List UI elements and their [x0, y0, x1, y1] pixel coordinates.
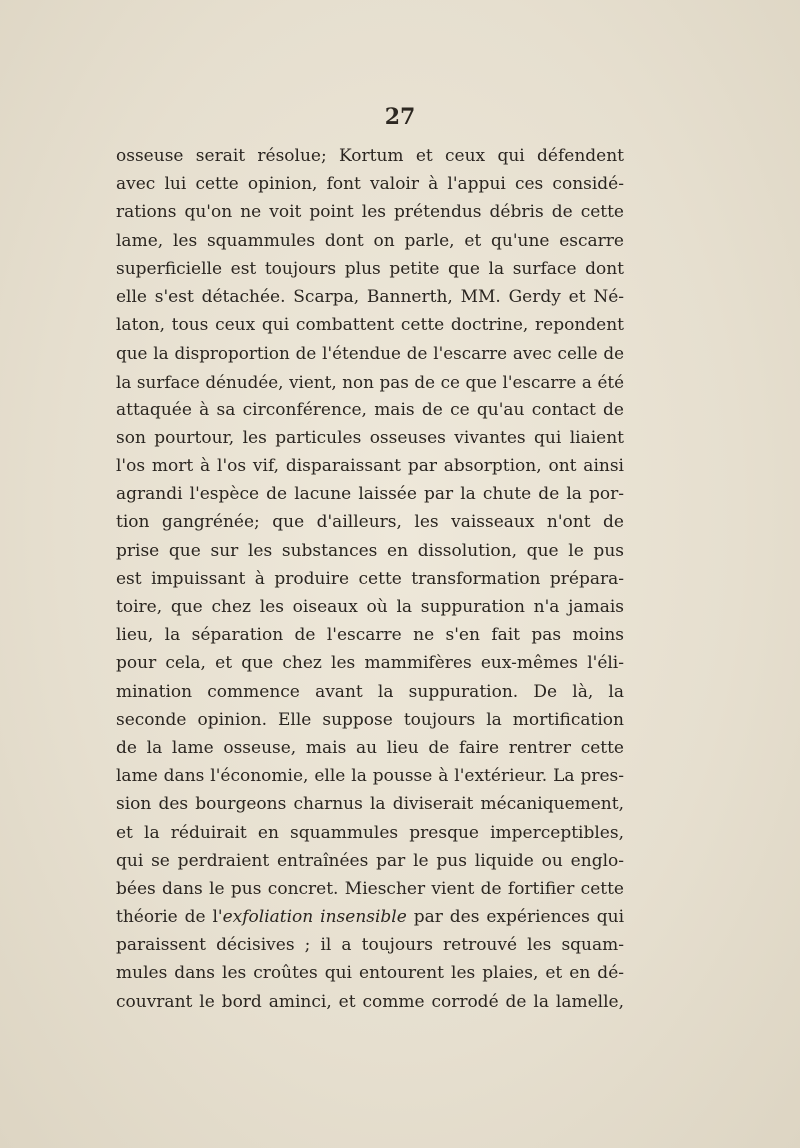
text-line: bées dans le pus concret. Miescher vient de fortifier cette	[116, 878, 624, 899]
text-line: sion des bourgeons charnus la diviserait mécaniquement,	[116, 794, 624, 815]
text-line-with-italic	[116, 903, 624, 931]
italic-term: exfoliation insensible	[222, 907, 407, 928]
text-line: prise que sur les substances en dissolution, que le pus	[116, 540, 624, 561]
text-line: attaquée à sa circonférence, mais de ce qu'au contact de	[116, 399, 624, 420]
text-line: que la disproportion de l'étendue de l'escarre avec celle de	[116, 343, 624, 364]
text-line: de la lame osseuse, mais au lieu de faire rentrer cette	[116, 737, 624, 758]
text-segment: théorie de l'	[116, 907, 223, 928]
text-line: mules dans les croûtes qui entourent les plaies, et en dé-	[116, 963, 624, 984]
text-line: laton, tous ceux qui combattent cette doctrine, repondent	[116, 315, 624, 336]
text-line: lame, les squammules dont on parle, et qu'une escarre	[116, 230, 624, 251]
text-line: couvrant le bord aminci, et comme corrodé de la lamelle,	[116, 991, 624, 1012]
page-number: 27	[384, 104, 416, 130]
text-line: et la réduirait en squammules presque imperceptibles,	[116, 822, 624, 843]
text-line: lame dans l'économie, elle la pousse à l'extérieur. La pres-	[116, 766, 624, 787]
text-line: tion gangrénée; que d'ailleurs, les vaisseaux n'ont de	[116, 512, 624, 533]
text-line: est impuissant à produire cette transformation prépara-	[116, 568, 624, 589]
text-line: elle s'est détachée. Scarpa, Bannerth, MM. Gerdy et Né-	[116, 286, 624, 307]
text-line: pour cela, et que chez les mammifères eux-mêmes l'éli-	[116, 653, 624, 674]
text-segment: par des expériences qui	[406, 907, 624, 928]
text-line: osseuse serait résolue; Kortum et ceux qui défendent	[116, 146, 624, 166]
text-line: la surface dénudée, vient, non pas de ce que l'escarre a été	[116, 371, 624, 392]
text-line: mination commence avant la suppuration. De là, la	[116, 681, 624, 702]
text-line: l'os mort à l'os vif, disparaissant par absorption, ont ainsi	[116, 456, 624, 477]
text-line: seconde opinion. Elle suppose toujours la mortification	[116, 709, 624, 730]
text-line: paraissent décisives ; il a toujours retrouvé les squam-	[116, 935, 624, 956]
text-line: toire, que chez les oiseaux où la suppuration n'a jamais	[116, 597, 624, 617]
text-line: superficielle est toujours plus petite que la surface dont	[116, 258, 624, 279]
text-line: qui se perdraient entraînées par le pus liquide ou englo-	[116, 850, 624, 871]
body-text	[116, 142, 624, 1016]
text-line: avec lui cette opinion, font valoir à l'appui ces considé-	[116, 174, 624, 195]
text-line: rations qu'on ne voit point les prétendus débris de cette	[116, 202, 624, 223]
text-line: son pourtour, les particules osseuses vivantes qui liaient	[116, 427, 624, 448]
text-line: agrandi l'espèce de lacune laissée par la chute de la por-	[116, 484, 624, 505]
text-line: lieu, la séparation de l'escarre ne s'en fait pas moins	[116, 625, 624, 646]
